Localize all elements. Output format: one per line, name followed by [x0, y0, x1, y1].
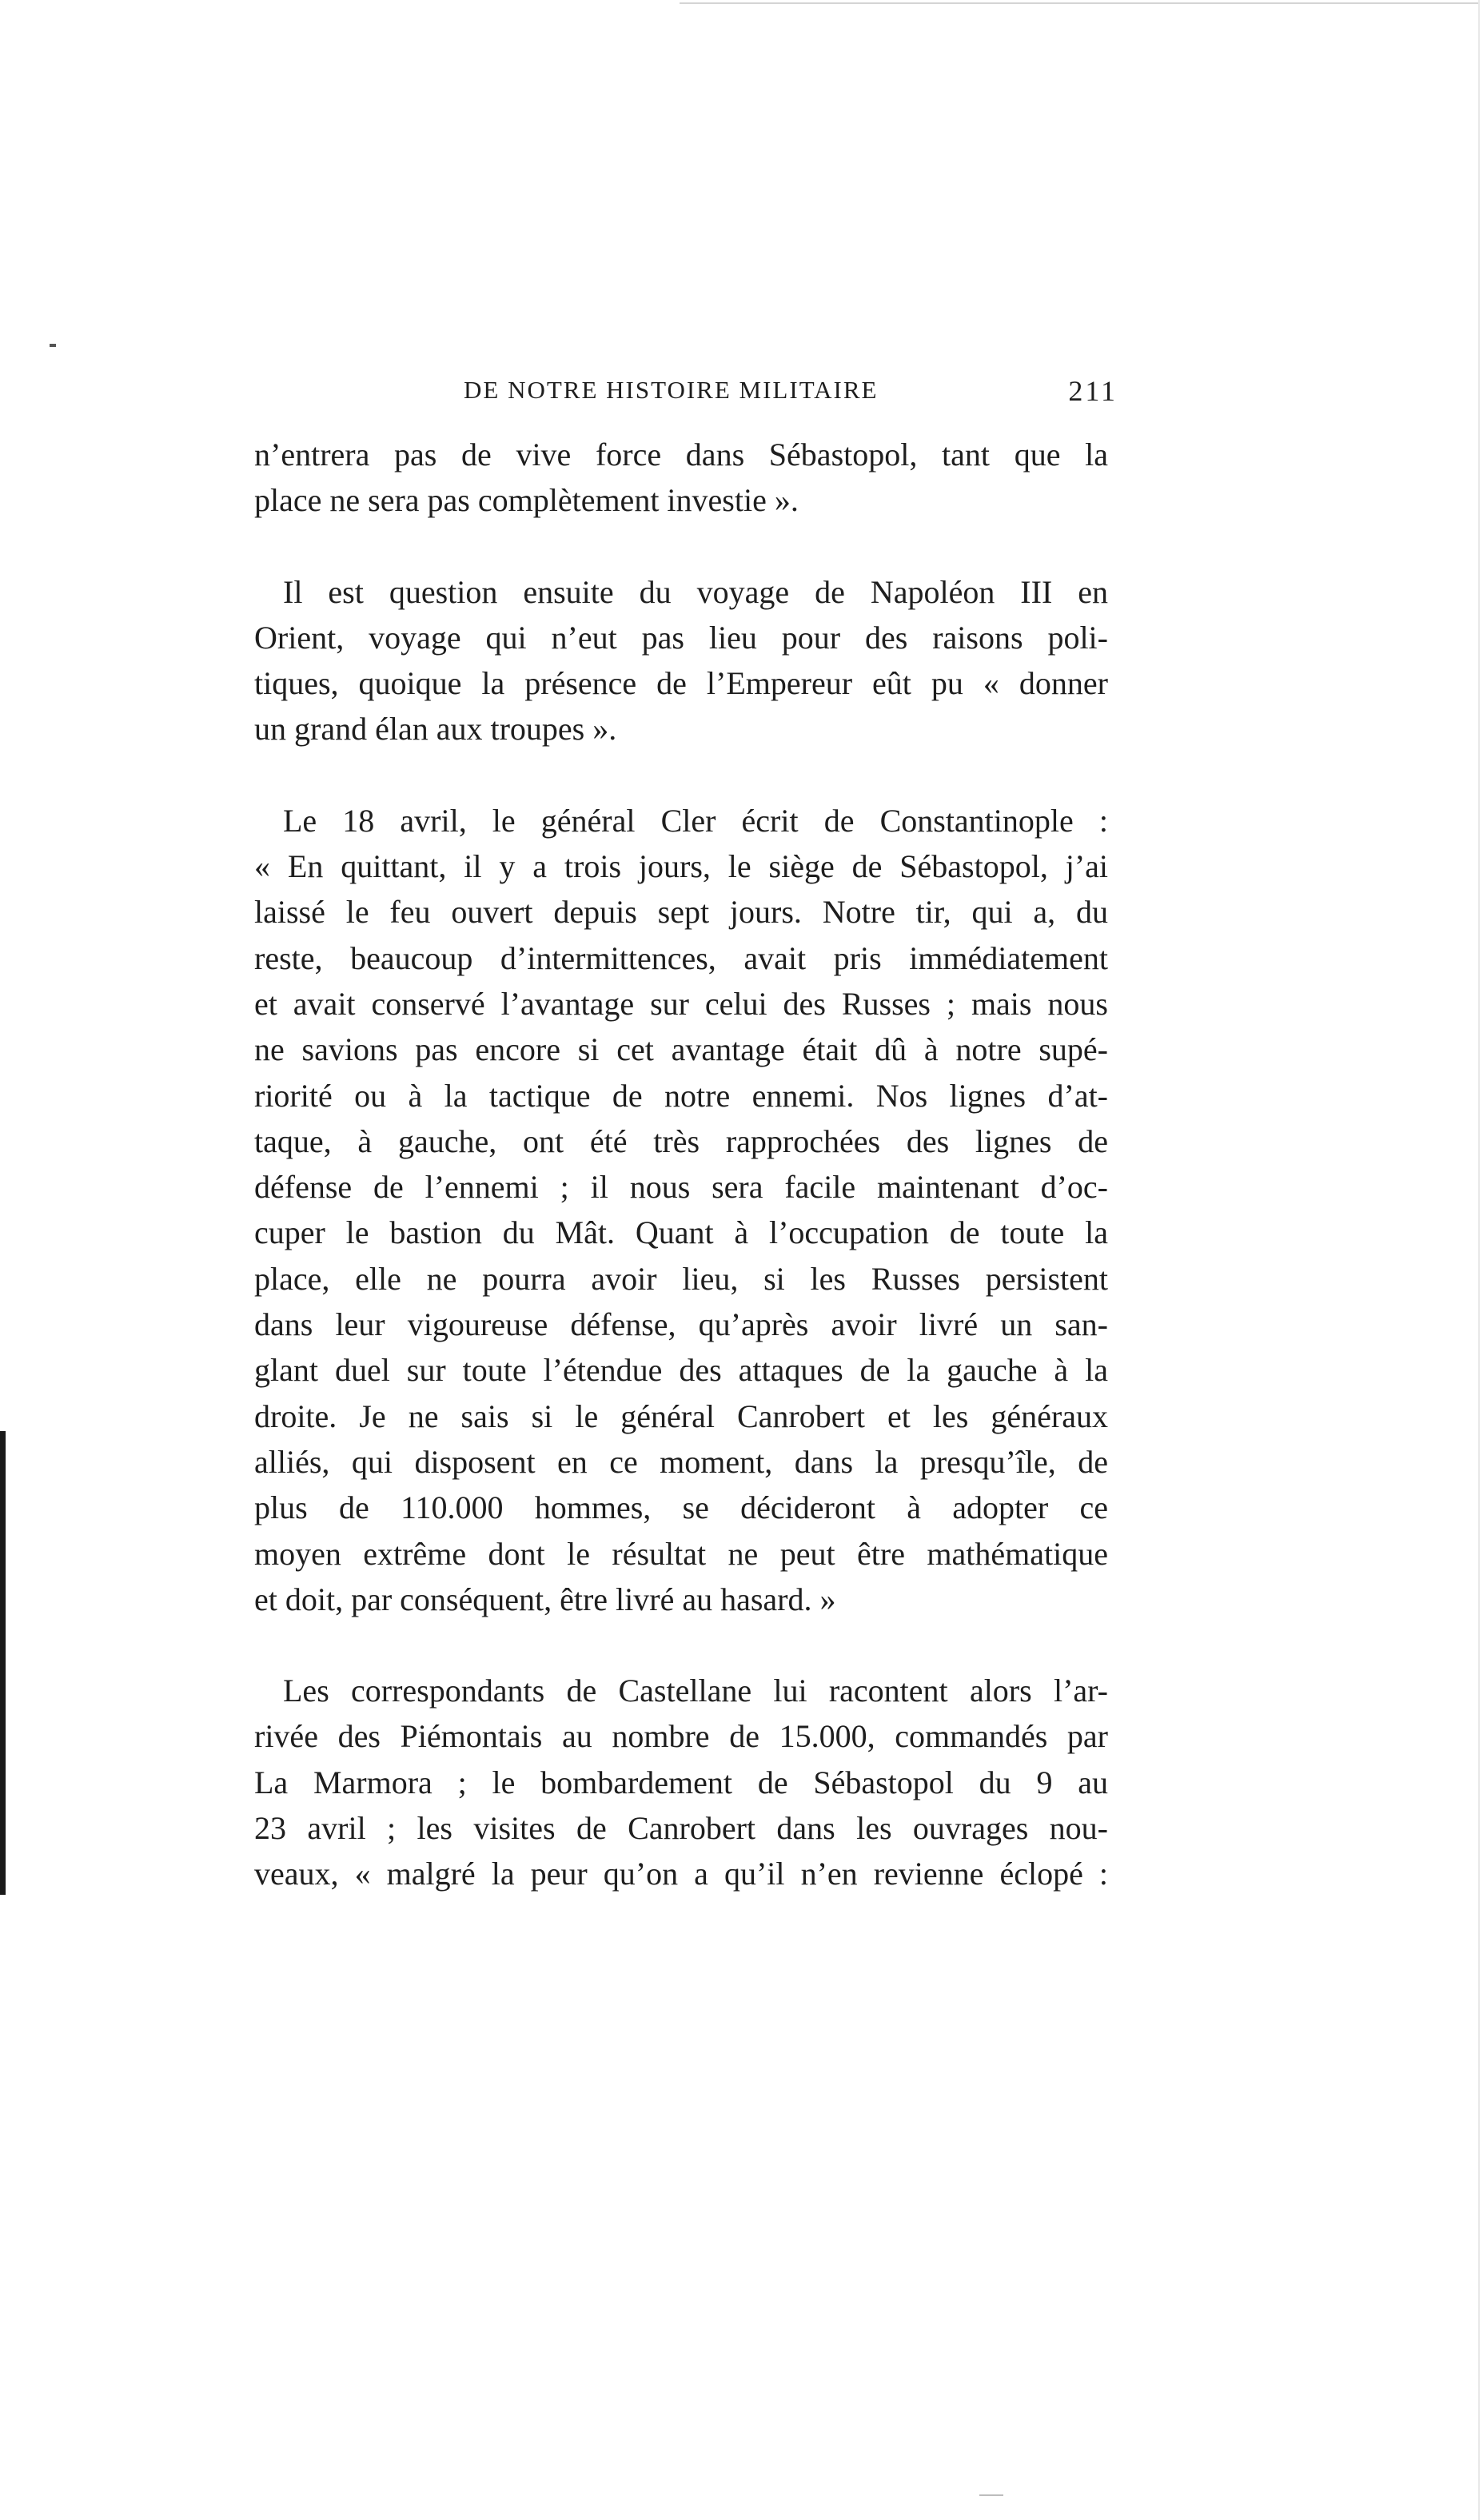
body-text — [254, 432, 1108, 1943]
text-line: dans leur vigoureuse défense, qu’après avoir livré un san- — [254, 1306, 1108, 1343]
running-title: DE NOTRE HISTOIRE MILITAIRE — [464, 376, 879, 404]
paragraph-1 — [254, 432, 1108, 524]
text-line: La Marmora ; le bombardement de Sébastopol du 9 au — [254, 1764, 1108, 1800]
text-line: moyen extrême dont le résultat ne peut être mathématique — [254, 1535, 1108, 1572]
text-line: Il est question ensuite du voyage de Napoléon III en — [283, 573, 1108, 610]
text-line: Les correspondants de Castellane lui racontent alors l’ar- — [283, 1673, 1108, 1709]
text-line: laissé le feu ouvert depuis sept jours. Notre tir, qui a, du — [254, 894, 1108, 931]
text-line: place ne sera pas complètement investie ». — [254, 482, 799, 519]
scan-mark — [50, 344, 56, 347]
scan-left-bar — [0, 1431, 6, 1895]
paragraph-3 — [254, 798, 1108, 1622]
text-line: Orient, voyage qui n’eut pas lieu pour des raisons poli- — [254, 619, 1108, 656]
text-line: cuper le bastion du Mât. Quant à l’occupation de toute la — [254, 1214, 1108, 1251]
paragraph-2 — [254, 569, 1108, 752]
scan-top-rule — [680, 2, 1479, 4]
text-line: glant duel sur toute l’étendue des attaques de la gauche à la — [254, 1352, 1108, 1389]
text-line: 23 avril ; les visites de Canrobert dans les ouvrages nou- — [254, 1810, 1108, 1847]
text-line: rivée des Piémontais au nombre de 15.000, commandés par — [254, 1718, 1108, 1755]
scan-bottom-mark — [979, 2494, 1003, 2496]
text-line: et doit, par conséquent, être livré au hasard. » — [254, 1581, 836, 1617]
text-line: et avait conservé l’avantage sur celui des Russes ; mais nous — [254, 985, 1108, 1022]
text-line: Le 18 avril, le général Cler écrit de Constantinople : — [283, 802, 1108, 839]
text-line: veaux, « malgré la peur qu’on a qu’il n’en revienne éclopé : — [254, 1856, 1108, 1892]
page-number: 211 — [1068, 375, 1118, 407]
text-line: riorité ou à la tactique de notre ennemi. Nos lignes d’at- — [254, 1077, 1108, 1114]
text-line: n’entrera pas de vive force dans Sébastopol, tant que la — [254, 437, 1108, 472]
text-line: alliés, qui disposent en ce moment, dans la presqu’île, de — [254, 1443, 1108, 1480]
paragraph-4 — [254, 1668, 1108, 1896]
text-line: tiques, quoique la présence de l’Empereur eût pu « donner — [254, 665, 1108, 702]
text-line: reste, beaucoup d’intermittences, avait pris immédiatement — [254, 939, 1108, 976]
scan-right-edge — [1478, 0, 1480, 2520]
text-line: un grand élan aux troupes ». — [254, 711, 617, 748]
text-line: ne savions pas encore si cet avantage était dû à notre supé- — [254, 1031, 1108, 1068]
text-line: plus de 110.000 hommes, se décideront à adopter ce — [254, 1489, 1108, 1526]
text-line: place, elle ne pourra avoir lieu, si les Russes persistent — [254, 1260, 1108, 1297]
text-line: défense de l’ennemi ; il nous sera facile maintenant d’oc- — [254, 1169, 1108, 1206]
text-line: « En quittant, il y a trois jours, le siège de Sébastopol, j’ai — [254, 848, 1108, 885]
text-line: taque, à gauche, ont été très rapprochées des lignes de — [254, 1122, 1108, 1159]
text-line: droite. Je ne sais si le général Canrobert et les généraux — [254, 1398, 1108, 1434]
